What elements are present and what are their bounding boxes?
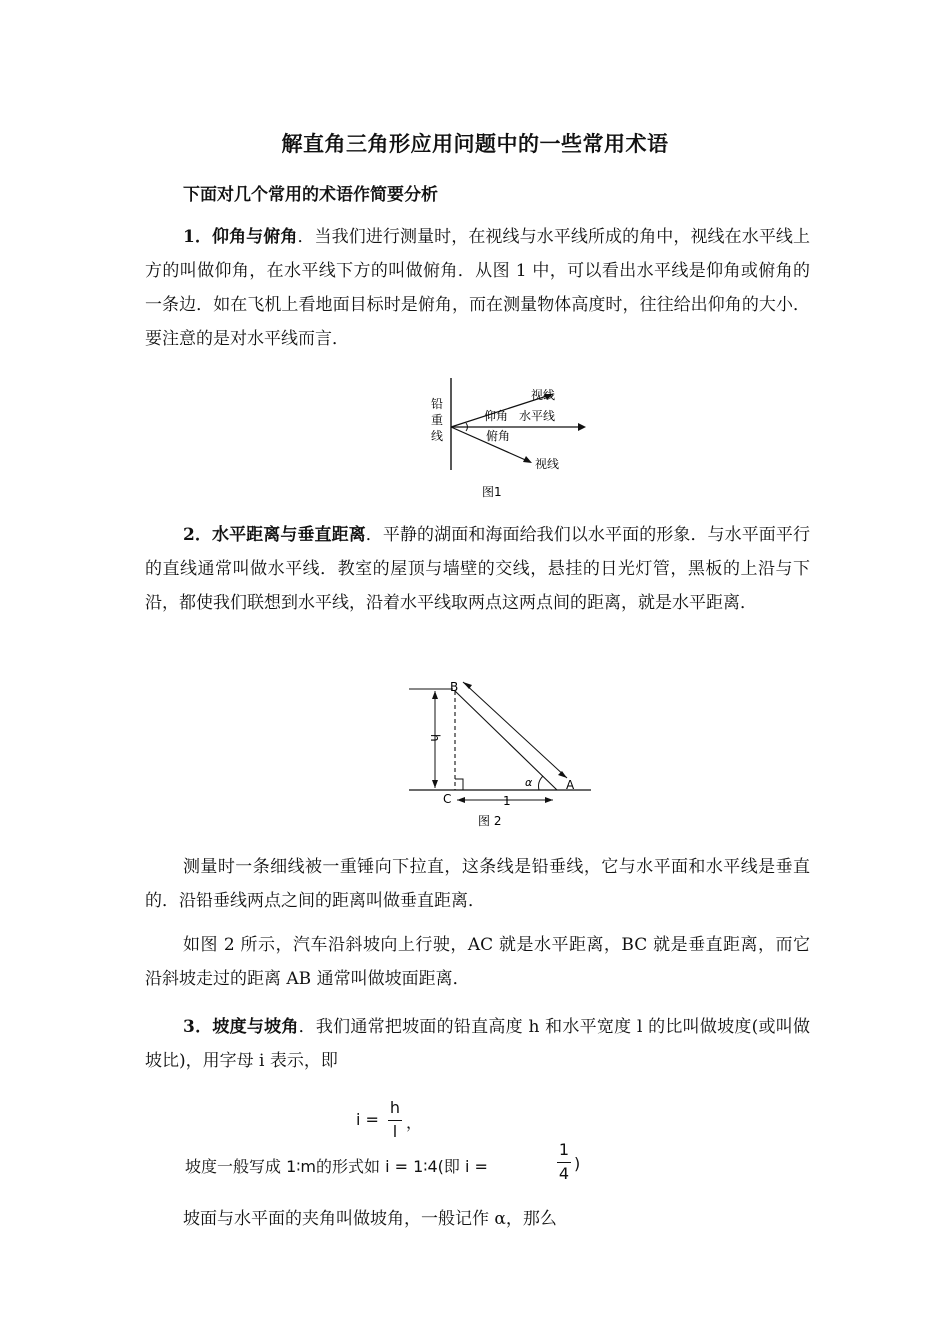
label-c: C <box>443 792 452 806</box>
ab-dimension-line <box>463 682 567 778</box>
vertical-label-2: 重 <box>431 413 444 427</box>
elevation-label: 仰角 <box>484 409 509 423</box>
section-3-heading: 3．坡度与坡角 <box>183 1017 299 1037</box>
ab-arrow-bottom-icon <box>558 771 567 778</box>
label-alpha: α <box>525 776 533 789</box>
formula-2-denominator: 4 <box>558 1164 570 1183</box>
alpha-arc <box>539 776 544 790</box>
h-arrow-up-icon <box>432 691 438 699</box>
formula-1-fraction-bar <box>388 1120 402 1121</box>
label-b: B <box>450 680 459 694</box>
section-2-paragraph <box>145 518 810 620</box>
formula-2-fraction-bar <box>557 1162 571 1163</box>
paragraph-plumb-line: 测量时一条细线被一重锤向下拉直，这条线是铅垂线，它与水平面和水平线是垂直的．沿铅垂线两点之间的距离叫做垂直距离． <box>145 857 810 911</box>
document-subtitle: 下面对几个常用的术语作简要分析 <box>183 185 438 205</box>
arrowhead-right-icon <box>578 423 586 431</box>
formula-1-tail: ， <box>406 1113 423 1132</box>
label-a: A <box>566 778 575 792</box>
section-3-text: ．我们通常把坡面的铅直高度 h 和水平宽度 l 的比叫做坡度(或叫做坡比)，用字母 i 表示，即 <box>145 1017 810 1071</box>
arrowhead-down-icon <box>523 456 532 463</box>
section-2-text: ．平静的湖面和海面给我们以水平面的形象．与水平面平行的直线通常叫做水平线．教室的屋顶与墙壁的交线，悬挂的日光灯管，黑板的上沿与下沿，都使我们联想到水平线，沿着水平线取两点这两点间的距离，就是水平距离． <box>145 525 810 613</box>
horizontal-label: 水平线 <box>519 409 556 423</box>
label-l: 1 <box>503 794 511 808</box>
section-2-heading: 2．水平距离与垂直距离 <box>183 525 366 545</box>
formula-1-lhs: i = <box>356 1110 379 1129</box>
section-1-text: ．当我们进行测量时，在视线与水平线所成的角中，视线在水平线上方的叫做仰角，在水平线下方的叫做俯角．从图 1 中，可以看出水平线是仰角或俯角的一条边．如在飞机上看地面目标时是俯角，而在测量物体高度时，往往给出仰角的大小．要注意的是对水平线而言． <box>145 227 810 349</box>
paragraph-distances: 如图 2 所示，汽车沿斜坡向上行驶，AC 就是水平距离，BC 就是垂直距离，而它沿斜坡走过的距离 AB 通常叫做坡面距离． <box>145 935 810 989</box>
figure-1-elevation-depression <box>420 374 600 502</box>
sight-up-label: 视线 <box>531 388 556 402</box>
section-3-paragraph <box>145 1010 810 1078</box>
formula-1-denominator: l <box>392 1122 398 1141</box>
section-1-heading: 1．仰角与俯角 <box>183 227 298 247</box>
sight-down-label: 视线 <box>535 457 560 471</box>
formula-2-close: ) <box>574 1154 581 1173</box>
figure-2-caption: 图 2 <box>478 814 502 828</box>
ab-arrow-top-icon <box>463 682 472 689</box>
document-title: 解直角三角形应用问题中的一些常用术语 <box>281 131 669 156</box>
formula-2-text: 坡度一般写成 1∶m的形式如 i = 1∶4(即 i = <box>185 1157 488 1176</box>
formula-slope-ratio <box>356 1098 436 1142</box>
label-h: h <box>428 734 442 742</box>
right-angle-mark <box>455 779 463 790</box>
figure-2-slope-triangle <box>405 676 597 832</box>
l-arrow-right-icon <box>545 797 553 803</box>
vertical-label-3: 线 <box>431 429 444 443</box>
formula-1-numerator: h <box>389 1098 401 1117</box>
slope-ab <box>455 691 557 790</box>
formula-2-numerator: 1 <box>558 1140 570 1159</box>
formula-slope-form <box>185 1140 615 1186</box>
h-arrow-down-icon <box>432 780 438 788</box>
figure-1-caption: 图1 <box>482 485 502 499</box>
vertical-label-1: 铅 <box>431 397 444 411</box>
depression-label: 俯角 <box>486 429 511 443</box>
l-arrow-left-icon <box>457 797 465 803</box>
section-1-paragraph <box>145 220 810 356</box>
paragraph-slope-angle: 坡面与水平面的夹角叫做坡角，一般记作 α，那么 <box>183 1209 557 1229</box>
